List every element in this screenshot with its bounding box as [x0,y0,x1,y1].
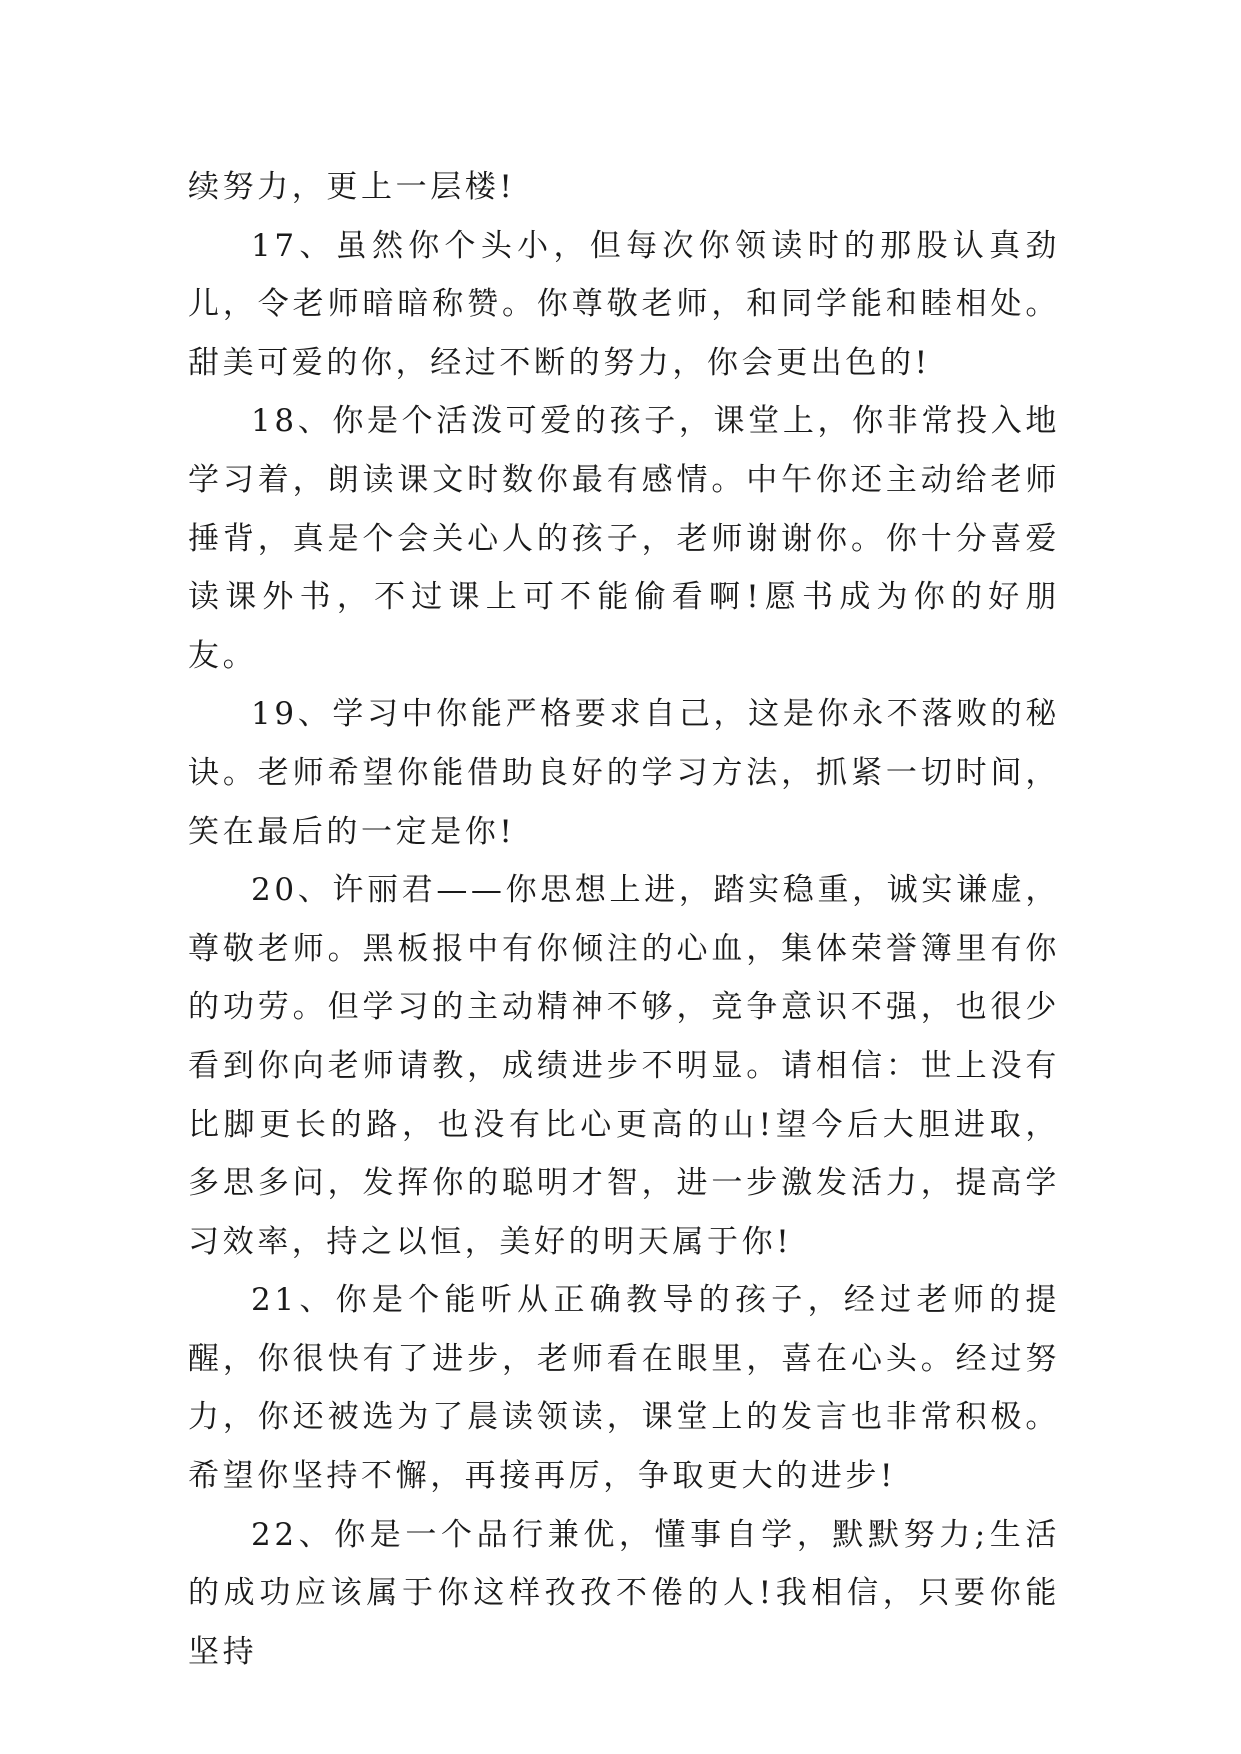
paragraph-comment-19: 19、学习中你能严格要求自己，这是你永不落败的秘诀。老师希望你能借助良好的学习方法，抓紧一切时间，笑在最后的一定是你! [188,696,1060,850]
paragraph-comment-22: 22、你是一个品行兼优，懂事自学，默默努力;生活的成功应该属于你这样孜孜不倦的人!我相信，只要你能坚持 [188,1516,1060,1670]
paragraph-comment-20: 20、许丽君——你思想上进，踏实稳重，诚实谦虚，尊敬老师。黑板报中有你倾注的心血，集体荣誉簿里有你的功劳。但学习的主动精神不够，竞争意识不强，也很少看到你向老师请教，成绩进步不明显。请相信：世上没有比脚更长的路，也没有比心更高的山!望今后大胆进取，多思多问，发挥你的聪明才智，进一步激发活力，提高学习效率，持之以恒，美好的明天属于你! [188,872,1060,1260]
paragraph-comment-18: 18、你是个活泼可爱的孩子，课堂上，你非常投入地学习着，朗读课文时数你最有感情。中午你还主动给老师捶背，真是个会关心人的孩子，老师谢谢你。你十分喜爱读课外书，不过课上可不能偷看啊!愿书成为你的好朋友。 [188,403,1060,674]
paragraph-continuation: 续努力，更上一层楼! [188,169,516,205]
paragraph-comment-21: 21、你是个能听从正确教导的孩子，经过老师的提醒，你很快有了进步，老师看在眼里，喜在心头。经过努力，你还被选为了晨读领读，课堂上的发言也非常积极。希望你坚持不懈，再接再厉，争取更大的进步! [188,1282,1060,1495]
paragraph-comment-17: 17、虽然你个头小，但每次你领读时的那股认真劲儿，令老师暗暗称赞。你尊敬老师，和同学能和睦相处。甜美可爱的你，经过不断的努力，你会更出色的! [188,227,1060,381]
document-body [188,158,1060,1681]
